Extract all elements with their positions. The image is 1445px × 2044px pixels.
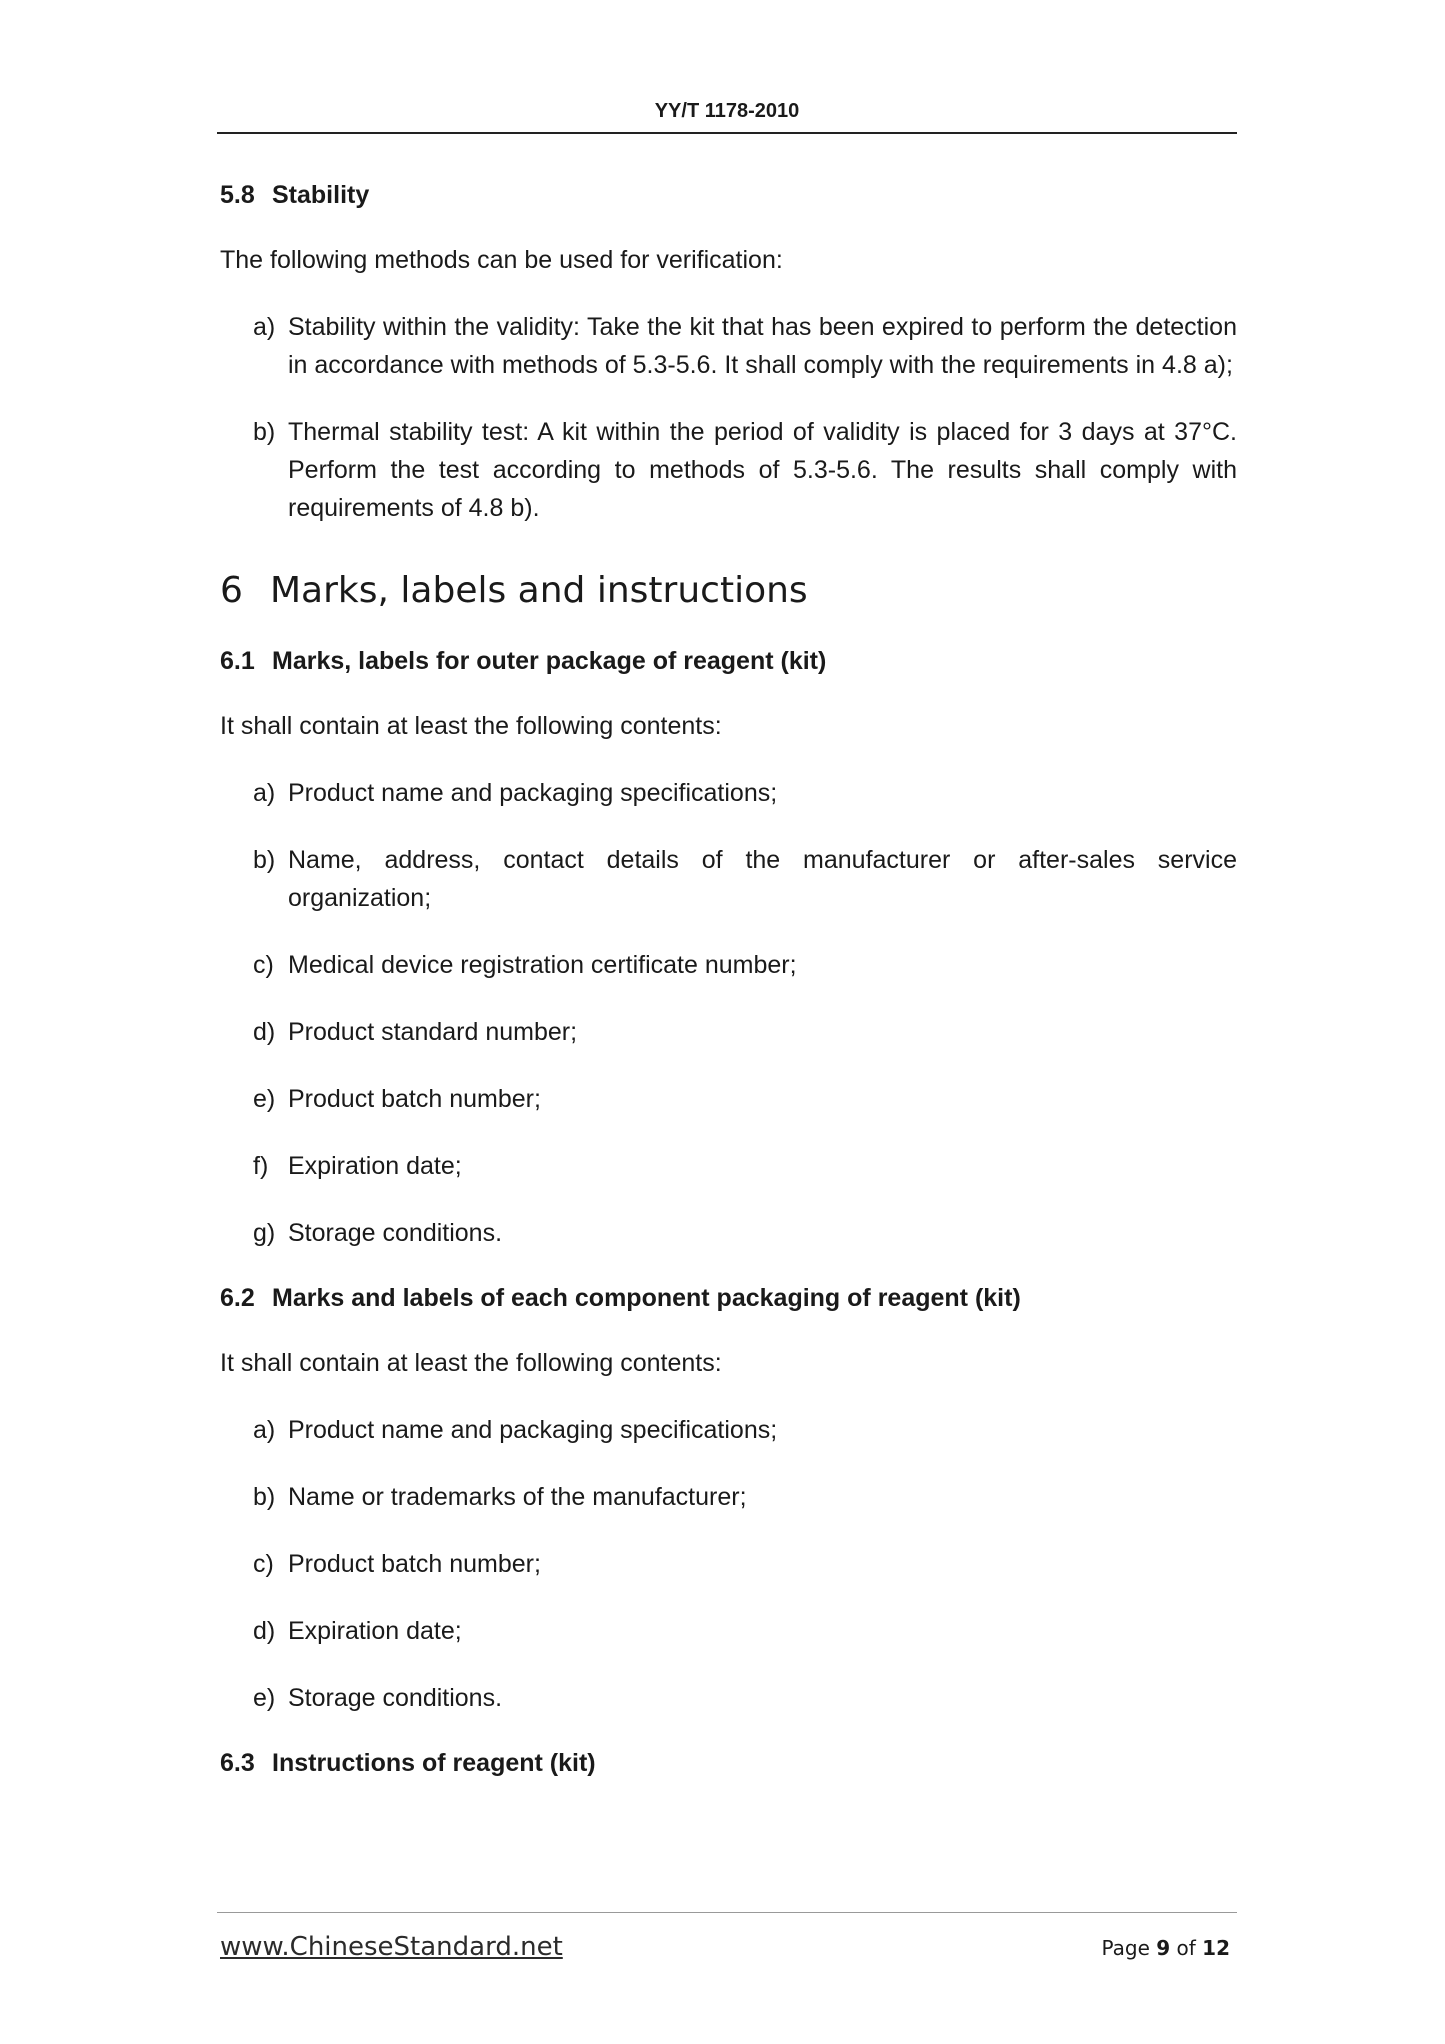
header-divider bbox=[217, 132, 1237, 134]
list-marker: a) bbox=[253, 313, 276, 341]
list-item-text: Product standard number; bbox=[288, 1018, 578, 1046]
list-marker: b) bbox=[253, 418, 276, 446]
section-5-8-intro: The following methods can be used for verification: bbox=[220, 246, 783, 274]
list-marker: f) bbox=[253, 1152, 269, 1180]
list-item-text: Thermal stability test: A kit within the period of validity is placed for 3 days at 37°C. Perform the test according to methods of 5.3-5.6. The results shall comply with requirements of 4.8 b). bbox=[288, 418, 1237, 522]
list-item-text: Storage conditions. bbox=[288, 1219, 503, 1247]
list-item-text: Medical device registration certificate number; bbox=[288, 951, 797, 979]
list-item bbox=[220, 1612, 1237, 1650]
section-title: Stability bbox=[272, 181, 370, 209]
section-number: 6.3 bbox=[220, 1749, 255, 1777]
list-item-text: Expiration date; bbox=[288, 1152, 462, 1180]
list-item bbox=[220, 1147, 1237, 1185]
footer-divider bbox=[217, 1912, 1237, 1913]
list-marker: c) bbox=[253, 951, 274, 979]
list-item bbox=[220, 1214, 1237, 1252]
section-6-2-list bbox=[220, 1411, 1237, 1717]
list-item-text: Name or trademarks of the manufacturer; bbox=[288, 1483, 747, 1511]
list-item-text: Storage conditions. bbox=[288, 1684, 503, 1712]
chapter-title: Marks, labels and instructions bbox=[270, 570, 808, 611]
list-marker: d) bbox=[253, 1617, 276, 1645]
list-item bbox=[220, 1679, 1237, 1717]
section-number: 6.1 bbox=[220, 647, 255, 675]
section-5-8-heading bbox=[220, 178, 1237, 212]
list-marker: a) bbox=[253, 1416, 276, 1444]
section-number: 6.2 bbox=[220, 1284, 255, 1312]
list-marker: a) bbox=[253, 779, 276, 807]
section-6-1-heading bbox=[220, 644, 1237, 678]
section-6-1-list bbox=[220, 774, 1237, 1252]
section-title: Instructions of reagent (kit) bbox=[272, 1749, 596, 1777]
list-marker: g) bbox=[253, 1219, 276, 1247]
list-item bbox=[220, 946, 1237, 984]
list-item-text: Stability within the validity: Take the kit that has been expired to perform the detection in accordance with methods of 5.3-5.6. It shall comply with the requirements in 4.8 a); bbox=[288, 313, 1237, 379]
section-title: Marks and labels of each component packaging of reagent (kit) bbox=[272, 1284, 1021, 1312]
list-marker: e) bbox=[253, 1085, 276, 1113]
section-6-2-intro: It shall contain at least the following contents: bbox=[220, 1349, 722, 1377]
list-item bbox=[220, 841, 1237, 917]
list-item-text: Name, address, contact details of the manufacturer or after-sales service organization; bbox=[288, 846, 1237, 912]
list-item-text: Expiration date; bbox=[288, 1617, 462, 1645]
page-total: 12 bbox=[1202, 1936, 1230, 1960]
page-of: of bbox=[1176, 1936, 1196, 1960]
list-item bbox=[220, 1545, 1237, 1583]
header-code: YY/T 1178-2010 bbox=[654, 100, 800, 122]
list-item bbox=[220, 1411, 1237, 1449]
list-item bbox=[220, 1080, 1237, 1118]
document-body bbox=[220, 178, 1237, 1780]
section-6-1-intro: It shall contain at least the following contents: bbox=[220, 712, 722, 740]
section-6-3-heading bbox=[220, 1746, 1237, 1780]
page-current: 9 bbox=[1156, 1936, 1171, 1960]
page-number bbox=[1101, 1936, 1230, 1960]
list-marker: c) bbox=[253, 1550, 274, 1578]
list-item-text: Product name and packaging specifications; bbox=[288, 779, 778, 807]
section-title: Marks, labels for outer package of reagent (kit) bbox=[272, 647, 827, 675]
list-marker: e) bbox=[253, 1684, 276, 1712]
list-item bbox=[220, 413, 1237, 527]
list-item bbox=[220, 1478, 1237, 1516]
page-label: Page bbox=[1101, 1936, 1150, 1960]
section-number: 5.8 bbox=[220, 181, 255, 209]
chapter-6-heading bbox=[220, 567, 1237, 615]
chapter-number: 6 bbox=[220, 570, 243, 611]
footer-site-link[interactable]: www.ChineseStandard.net bbox=[220, 1932, 563, 1962]
list-marker: b) bbox=[253, 1483, 276, 1511]
list-item bbox=[220, 774, 1237, 812]
list-item-text: Product batch number; bbox=[288, 1085, 541, 1113]
section-6-2-heading bbox=[220, 1281, 1237, 1315]
list-item bbox=[220, 308, 1237, 384]
list-marker: d) bbox=[253, 1018, 276, 1046]
list-item-text: Product name and packaging specifications; bbox=[288, 1416, 778, 1444]
list-item-text: Product batch number; bbox=[288, 1550, 541, 1578]
list-marker: b) bbox=[253, 846, 276, 874]
section-5-8-list bbox=[220, 308, 1237, 527]
list-item bbox=[220, 1013, 1237, 1051]
